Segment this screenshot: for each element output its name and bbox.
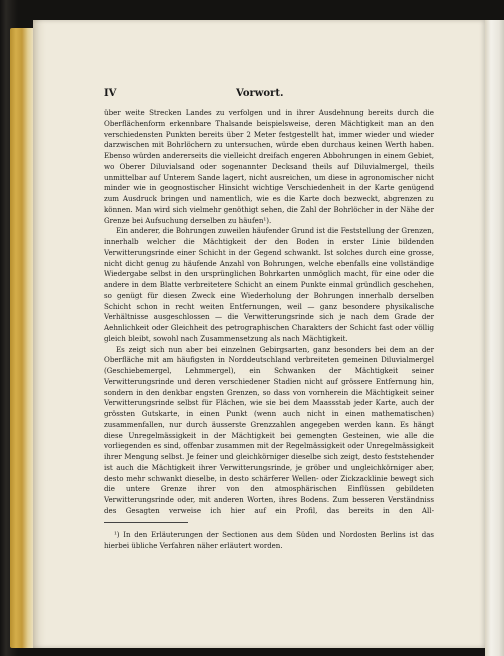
footnote: ¹) In den Erläuterungen der Sectionen aus dem Süden und Nordosten Berlins ist das hierbei übliche Verfahren näher erläutert worden. [104,531,434,550]
paragraph-1: über weite Strecken Landes zu verfolgen und in ihrer Ausdehnung bereits durch die Oberflächenform erkennbare Thalsande beispielsweise, deren Mächtigkeit man an den verschiedensten Punkten bereits über 2 Meter festgestellt hat, immer wieder und wieder darzwischen mit Bohrlöchern zu untersuchen, würde eben durchaus keinen Werth haben. Ebenso würden andererseits die vielleicht dreifach engeren Abbohrungen in einem Gebiet, wo Oberer Diluvialsand oder sogenannter Decksand theils auf Diluvialmergel, theils unmittelbar auf Unterem Sande lagert, nicht ausreichen, um diese in agronomischer nicht minder wie in geognostischer Hinsicht wichtige Verschiedenheit in der Karte genügend zum Ausdruck bringen und namentlich, wie es die Karte doch bezweckt, abgrenzen zu können. Man wird sich vielmehr genöthigt sehen, die Zahl der Bohrlöcher in der Nähe der Grenze bei Aufsuchung derselben zu häufen¹). [104,108,434,225]
paragraph-3: Es zeigt sich nun aber bei einzelnen Gebirgsarten, ganz besonders bei dem an der Oberfläche mit am häufigsten in Norddeutschland verbreiteten gemeinen Diluvialmergel (Geschiebemergel, Lehmmergel), ein Schwanken der Mächtigkeit seiner Verwitterungsrinde und deren verschiedener Stadien nicht auf grössere Entfernung hin, sondern in den denkbar engsten Grenzen, so dass von vornherein die Mächtigkeit seiner Verwitterungsrinde selbst für Flächen, wie sie bei dem Maassstab jeder Karte, auch der grössten Gutskarte, in einen Punkt (wenn auch nicht in einen mathematischen) zusammenfallen, nur durch äusserste Grenzzahlen angegeben werden kann. Es hängt diese Unregelmässigkeit in der Mächtigkeit bei gemengten Gesteinen, wie alle die vorliegenden es sind, offenbar zusammen mit der Regelmässigkeit oder Unregelmässigkeit ihrer Mengung selbst. Je feiner und gleichkörniger dieselbe sich zeigt, desto feststehender ist auch die Mächtigkeit ihrer Verwitterungsrinde, je gröber und ungleichkörniger aber, desto mehr schwankt dieselbe, in desto schärferer Wellen- oder Zickzacklinie bewegt sich die untere Grenze ihrer von den atmosphärischen Einflüssen gebildeten Verwitterungsrinde oder, mit anderen Worten, ihres Bodens. Zum besseren Verständniss des Gesagten verweise ich hier auf ein Profil, das bereits in den All- [104,344,434,515]
running-title: Vorwort. [236,88,284,99]
page-number: IV [104,88,117,99]
body-text [104,108,434,517]
page-right-edge [485,20,504,656]
paragraph-2: Ein anderer, die Bohrungen zuweilen häufender Grund ist die Feststellung der Grenzen, innerhalb welcher die Mächtigkeit der den Boden in erster Linie bildenden Verwitterungsrinde einer Schicht in der Gegend schwankt. Ist solches durch eine grosse, nicht dicht genug zu häufende Anzahl von Bohrungen, welche ebenfalls eine vollständige Wiedergabe selbst in den ursprünglichen Bohrkarten unmöglich macht, für eine oder die andere in dem Blatte verbreitetere Schicht an einem Punkte einmal gründlich geschehen, so genügt für diesen Zweck eine Wiederholung der Bohrungen innerhalb derselben Schicht schon in recht weiten Entfernungen, weil — ganz besondere physikalische Verhältnisse ausgeschlossen — die Verwitterungsrinde sich je nach dem Grade der Aehnlichkeit oder Gleichheit des petrographischen Charakters der Schicht fast oder völlig gleich bleibt, sowohl nach Zusammensetzung als nach Mächtigkeit. [104,226,434,343]
running-header [104,88,434,102]
footnote-divider [104,522,188,523]
